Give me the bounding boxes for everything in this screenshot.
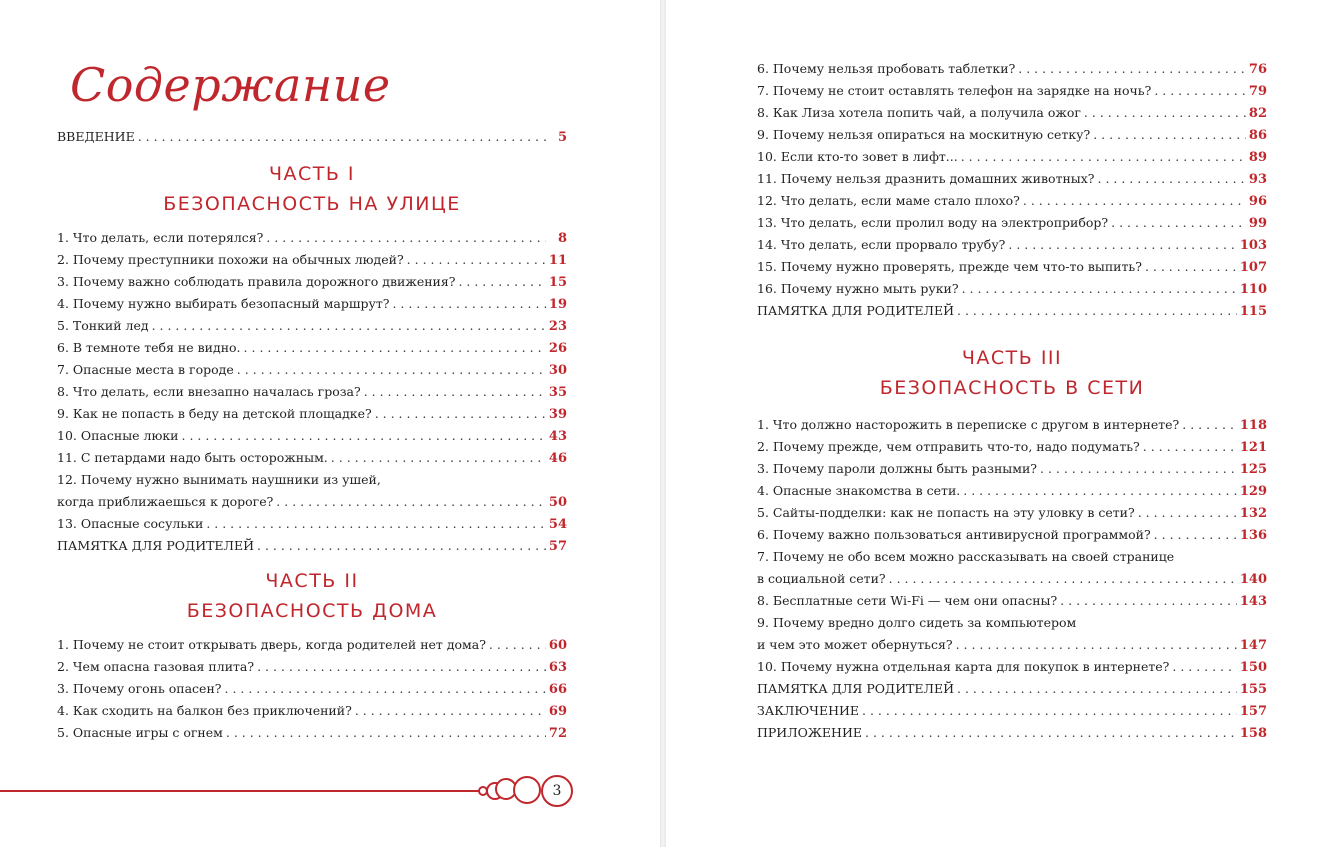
part1-entries-tail (57, 513, 567, 557)
entry-title: ПАМЯТКА ДЛЯ РОДИТЕЛЕЙ (757, 681, 955, 696)
entry-page: 129 (1239, 484, 1267, 499)
part2-entries (57, 634, 567, 744)
left-page (0, 0, 660, 847)
entry-page: 118 (1239, 418, 1267, 433)
entry-page: 46 (548, 451, 567, 466)
entry-title: 7. Опасные места в городе (57, 362, 234, 377)
leader-dots (244, 337, 546, 359)
toc-entry[interactable] (57, 700, 567, 722)
entry-page: 76 (1248, 62, 1267, 77)
toc-entry[interactable] (757, 568, 1267, 590)
entry-title: 6. Почему важно пользоваться антивирусной программой? (757, 527, 1151, 542)
toc-entry[interactable] (757, 146, 1267, 168)
toc-entry[interactable] (57, 447, 567, 469)
leader-dots (865, 722, 1237, 744)
part-number: ЧАСТЬ I (268, 163, 356, 185)
entry-title: 11. Почему нельзя дразнить домашних животных? (757, 171, 1095, 186)
leader-dots (1040, 458, 1237, 480)
entry-title: в социальной сети? (757, 571, 886, 586)
leader-dots (331, 447, 546, 469)
leader-dots (182, 425, 546, 447)
entry-title: 7. Почему не обо всем можно рассказывать на своей странице (757, 549, 1175, 564)
entry-title: 6. Почему нельзя пробовать таблетки? (757, 61, 1016, 76)
entry-page: 143 (1239, 594, 1267, 609)
leader-dots (1093, 124, 1246, 146)
leader-dots (1111, 212, 1246, 234)
leader-dots (862, 700, 1237, 722)
entry-title: 13. Опасные сосульки (57, 516, 204, 531)
entry-page: 19 (548, 297, 567, 312)
entry-page: 89 (1248, 150, 1267, 165)
entry-title: когда приближаешься к дороге? (57, 494, 274, 509)
toc-entry[interactable] (757, 524, 1267, 546)
toc-entry[interactable] (757, 502, 1267, 524)
entry-page: 132 (1239, 506, 1267, 521)
entry-title: 15. Почему нужно проверять, прежде чем что-то выпить? (757, 259, 1142, 274)
toc-entry[interactable] (57, 656, 567, 678)
toc-entry[interactable] (757, 590, 1267, 612)
entry-title: 11. С петардами надо быть осторожным. (57, 450, 328, 465)
entry-page: 147 (1239, 638, 1267, 653)
entry-page: 115 (1239, 304, 1267, 319)
toc-entry[interactable] (757, 278, 1267, 300)
leader-dots (392, 293, 545, 315)
leader-dots (1143, 436, 1237, 458)
entry-title: 5. Тонкий лед (57, 318, 149, 333)
toc-entry[interactable] (757, 480, 1267, 502)
toc-entry[interactable] (57, 293, 567, 315)
toc-entry[interactable] (757, 212, 1267, 234)
leader-dots (489, 634, 546, 656)
toc-entry[interactable] (57, 249, 567, 271)
toc-entry[interactable] (757, 58, 1267, 80)
entry-page: 82 (1248, 106, 1267, 121)
entry-title: ПАМЯТКА ДЛЯ РОДИТЕЛЕЙ (57, 538, 255, 553)
entry-page: 43 (548, 429, 567, 444)
part3-entries-tail (757, 656, 1267, 744)
toc-entry[interactable] (57, 227, 567, 249)
entry-title: 4. Как сходить на балкон без приключений? (57, 703, 352, 718)
entry-page: 110 (1239, 282, 1267, 297)
leader-dots (266, 227, 546, 249)
toc-entry[interactable] (57, 678, 567, 700)
entry-page: 158 (1239, 726, 1267, 741)
toc-entry[interactable] (57, 634, 567, 656)
entry-page: 107 (1239, 260, 1267, 275)
toc-entry[interactable] (57, 271, 567, 293)
toc-entry[interactable] (757, 678, 1267, 700)
toc-entry[interactable] (757, 436, 1267, 458)
toc-entry[interactable] (757, 656, 1267, 678)
entry-page: 125 (1239, 462, 1267, 477)
entry-title: 14. Что делать, если прорвало трубу? (757, 237, 1006, 252)
leader-dots (237, 359, 546, 381)
leader-dots (963, 480, 1237, 502)
page-number: 3 (541, 775, 573, 807)
leader-dots (956, 634, 1237, 656)
entry-page: 39 (548, 407, 567, 422)
leader-dots (225, 678, 546, 700)
entry-title: 5. Опасные игры с огнем (57, 725, 223, 740)
toc-entry[interactable] (57, 381, 567, 403)
entry-title: 4. Опасные знакомства в сети. (757, 483, 961, 498)
entry-page: 54 (548, 517, 567, 532)
entry-page: 57 (548, 539, 567, 554)
leader-dots (1098, 168, 1246, 190)
toc-entry[interactable] (57, 315, 567, 337)
leader-dots (1154, 80, 1246, 102)
entry-title: 3. Почему пароли должны быть разными? (757, 461, 1037, 476)
entry-title: ПРИЛОЖЕНИЕ (757, 725, 862, 740)
leader-dots (1154, 524, 1237, 546)
toc-entry[interactable] (57, 491, 567, 513)
entry-title: 12. Почему нужно вынимать наушники из ушей, (57, 472, 381, 487)
leader-dots (206, 513, 546, 535)
entry-page: 121 (1239, 440, 1267, 455)
entry-title: 10. Если кто-то зовет в лифт... (757, 149, 958, 164)
entry-title: ЗАКЛЮЧЕНИЕ (757, 703, 859, 718)
entry-page: 30 (548, 363, 567, 378)
entry-page: 150 (1239, 660, 1267, 675)
part-title: БЕЗОПАСНОСТЬ ДОМА (186, 600, 438, 622)
part-title: БЕЗОПАСНОСТЬ НА УЛИЦЕ (163, 193, 461, 215)
toc-entry[interactable] (57, 535, 567, 557)
entry-page: 60 (548, 638, 567, 653)
entry-page: 11 (548, 253, 567, 268)
toc-entry[interactable] (757, 234, 1267, 256)
leader-dots (1084, 102, 1246, 124)
entry-page: 15 (548, 275, 567, 290)
leader-dots (961, 146, 1246, 168)
leader-dots (1018, 58, 1246, 80)
toc-entry[interactable] (757, 256, 1267, 278)
leader-dots (355, 700, 546, 722)
leader-dots (257, 656, 546, 678)
entry-page: 99 (1248, 216, 1267, 231)
toc-entry[interactable] (57, 513, 567, 535)
entry-page: 136 (1239, 528, 1267, 543)
leader-dots (1138, 502, 1237, 524)
part-heading (57, 567, 567, 627)
entry-title: 8. Как Лиза хотела попить чай, а получила ожог (757, 105, 1081, 120)
entry-page: 5 (557, 130, 567, 145)
toc-entry[interactable] (57, 403, 567, 425)
entry-title: 3. Почему огонь опасен? (57, 681, 222, 696)
entry-title: ПАМЯТКА ДЛЯ РОДИТЕЛЕЙ (757, 303, 955, 318)
leader-dots (364, 381, 546, 403)
toc-entry[interactable] (757, 300, 1267, 322)
entry-page: 72 (548, 726, 567, 741)
leader-dots (889, 568, 1237, 590)
entry-title: 2. Почему преступники похожи на обычных людей? (57, 252, 404, 267)
entry-page: 79 (1248, 84, 1267, 99)
leader-dots (407, 249, 546, 271)
entry-title: 1. Почему не стоит открывать дверь, когда родителей нет дома? (57, 637, 486, 652)
entry-title: 16. Почему нужно мыть руки? (757, 281, 959, 296)
toc-entry[interactable] (57, 359, 567, 381)
entry-title: 9. Как не попасть в беду на детской площадке? (57, 406, 372, 421)
toc-entry[interactable] (57, 337, 567, 359)
toc-entry[interactable] (757, 700, 1267, 722)
entry-title: 2. Чем опасна газовая плита? (57, 659, 255, 674)
entry-page: 157 (1239, 704, 1267, 719)
leader-dots (276, 491, 546, 513)
leader-dots (1145, 256, 1237, 278)
entry-title: 6. В темноте тебя не видно. (57, 340, 241, 355)
part-heading (757, 344, 1267, 404)
part1-entries (57, 227, 567, 469)
toc-entry[interactable] (57, 722, 567, 744)
toc-entry[interactable] (757, 124, 1267, 146)
entry-page: 86 (1248, 128, 1267, 143)
part-number: ЧАСТЬ II (265, 570, 359, 592)
toc-entry[interactable] (757, 414, 1267, 436)
entry-title: 9. Почему нельзя опираться на москитную сетку? (757, 127, 1091, 142)
footer-rule (0, 790, 482, 792)
entry-page: 66 (548, 682, 567, 697)
leader-dots (962, 278, 1237, 300)
entry-page: 50 (548, 495, 567, 510)
leader-dots (458, 271, 545, 293)
toc-entry[interactable] (757, 102, 1267, 124)
leader-dots (1023, 190, 1246, 212)
entry-title: 12. Что делать, если маме стало плохо? (757, 193, 1020, 208)
entry-title: 2. Почему прежде, чем отправить что-то, надо подумать? (757, 439, 1140, 454)
entry-page: 35 (548, 385, 567, 400)
toc-title: Содержание (70, 58, 391, 112)
entry-title: 4. Почему нужно выбирать безопасный маршрут? (57, 296, 390, 311)
part-title: БЕЗОПАСНОСТЬ В СЕТИ (879, 377, 1145, 399)
entry-title: 7. Почему не стоит оставлять телефон на зарядке на ночь? (757, 83, 1152, 98)
entry-page: 96 (1248, 194, 1267, 209)
toc-entry-line[interactable] (757, 612, 1267, 634)
footer-circle-large (513, 776, 541, 804)
entry-title: 10. Опасные люки (57, 428, 179, 443)
toc-entry[interactable] (757, 722, 1267, 744)
entry-page: 26 (548, 341, 567, 356)
part-heading (57, 160, 567, 220)
entry-title: ВВЕДЕНИЕ (57, 129, 135, 144)
toc-entry[interactable] (57, 126, 567, 148)
entry-title: 1. Что делать, если потерялся? (57, 230, 264, 245)
part2-continued-entries (757, 58, 1267, 322)
leader-dots (138, 126, 546, 148)
entry-title: 10. Почему нужна отдельная карта для покупок в интернете? (757, 659, 1170, 674)
entry-title: 5. Сайты-подделки: как не попасть на эту уловку в сети? (757, 505, 1135, 520)
toc-entry[interactable] (57, 425, 567, 447)
leader-dots (1008, 234, 1236, 256)
entry-page: 23 (548, 319, 567, 334)
left-toc-column (57, 126, 567, 744)
entry-page: 140 (1239, 572, 1267, 587)
leader-dots (1182, 414, 1237, 436)
leader-dots (226, 722, 546, 744)
leader-dots (1060, 590, 1237, 612)
toc-entry[interactable] (757, 80, 1267, 102)
toc-entry[interactable] (757, 168, 1267, 190)
entry-title: 3. Почему важно соблюдать правила дорожного движения? (57, 274, 456, 289)
toc-entry[interactable] (757, 458, 1267, 480)
entry-title: 1. Что должно насторожить в переписке с другом в интернете? (757, 417, 1180, 432)
right-toc-column (757, 58, 1267, 744)
toc-entry[interactable] (757, 190, 1267, 212)
entry-title: 8. Бесплатные сети Wi-Fi — чем они опасны? (757, 593, 1058, 608)
entry-page: 155 (1239, 682, 1267, 697)
leader-dots (957, 678, 1237, 700)
entry-page: 63 (548, 660, 567, 675)
entry-title: 8. Что делать, если внезапно началась гроза? (57, 384, 361, 399)
entry-title: 9. Почему вредно долго сидеть за компьютером (757, 615, 1077, 630)
toc-entry[interactable] (757, 634, 1267, 656)
part-number: ЧАСТЬ III (961, 347, 1063, 369)
leader-dots (375, 403, 546, 425)
leader-dots (1172, 656, 1236, 678)
entry-page: 93 (1248, 172, 1267, 187)
part3-entries (757, 414, 1267, 546)
entry-page: 69 (548, 704, 567, 719)
entry-page: 8 (557, 231, 567, 246)
leader-dots (257, 535, 546, 557)
entry-title: 13. Что делать, если пролил воду на электроприбор? (757, 215, 1109, 230)
toc-entry-line[interactable] (757, 546, 1267, 568)
entry-title: и чем это может обернуться? (757, 637, 953, 652)
entry-page: 103 (1239, 238, 1267, 253)
leader-dots (957, 300, 1237, 322)
toc-entry-line[interactable] (57, 469, 567, 491)
leader-dots (152, 315, 546, 337)
